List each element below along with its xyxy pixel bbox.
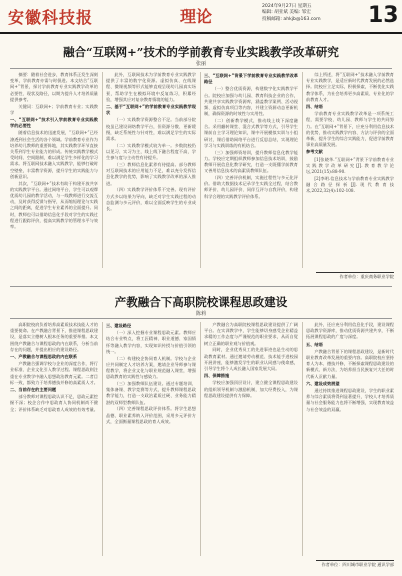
paragraph: （三）加强教师队伍建设。通过专题培训、集体备课、教学竞赛等方式，提升教师课程思政教学能力，打造一支政治素质过硬、业务能力精湛的双师型教师队伍。 [106, 381, 196, 405]
paragraph: 通过持续推进课程思政建设，学生的职业素养与综合素质将得到显著提升，学校人才培养质量与社会服务能力也将不断增强，实现教育效益与社会效益的双赢。 [306, 388, 394, 412]
article1-column-1 [10, 72, 98, 268]
paragraph: （三）教师信息化素养有待提高。部分教师对互联网技术的应用能力不足，难以充分发挥信息化教学的优势，影响了实践教学改革的深入推进。 [106, 162, 196, 186]
article1-column-4 [306, 72, 394, 268]
column-divider [302, 322, 303, 556]
article2-author: 陈莉 [195, 311, 206, 317]
article1-unit: 作者单位：重庆商务职业学院 [316, 272, 394, 282]
subheading: 四、保障措施 [204, 373, 230, 379]
column-divider [200, 322, 201, 556]
subheading: 六、建设成效展望 [306, 380, 340, 386]
paragraph: （一）实践教学资源整合不足。当前部分院校虽已建设网络教学平台，但资源分散、更新缓慢，缺乏系统性与针对性，难以满足学生的实际需求。 [106, 117, 196, 142]
paragraph: 此外，互联网技术为学前教育专业实践教学提供了丰富的数字化资源。虚拟仿真、在线课程、微课视频等形式能够直观呈现幼儿园真实场景，帮助学生在模拟环境中反复练习，积累经验，增强其应对复杂教育情境的能力。 [106, 72, 196, 102]
subheading: 二、当前存在的主要问题 [10, 387, 57, 393]
column-divider [102, 72, 103, 268]
paragraph: 学前教育专业实践教学改革是一项系统工程，需要学校、幼儿园、教师与学生的共同努力。在“互联网+”背景下，应充分利用信息技术的优势，推动实践教学内容、方法与评价的全面革新，提升学生的综合实践能力，促进学前教育事业高质量发展。 [306, 111, 394, 148]
editor-credit: 编辑: 胡亚斌 美编: 邹宏 [262, 10, 311, 16]
paragraph: （四）实践教学评价体系不完善。现有评价方式多以结果为导向，缺乏对学生实践过程的动态监测与多元评价，难以全面反映学生的专业成长。 [106, 187, 196, 212]
divider [10, 318, 392, 319]
paragraph: （二）构建校企协同育人机制。学校与企业应共同制定人才培养方案，邀请企业导师参与课程教学，将企业文化与职业规范融入课堂，增强思政教育的实践性与感染力。 [106, 355, 196, 380]
paragraph: 产教融合为高职院校课程思政建设提供了广阔平台。在实训教学中，学生能够切身感受企业精益求精的工作态度与严谨规范的职业要求，从而自觉树立正确的职业观与价值观。 [204, 322, 298, 346]
article1-title: 融合“互联网+”技术的学前教育专业实践教学改革研究 [63, 45, 339, 59]
paragraph: 产教融合强调学校与企业的深度合作，将行业标准、企业文化引入教学过程。课程思政则注重在专业教学中融入思想政治教育元素。二者目标一致，都致力于培养德技并修的高素质人才。 [10, 361, 98, 385]
subheading: 参考文献 [306, 149, 323, 155]
article1-author: 张丽 [195, 61, 206, 67]
paragraph: （二）创新教学模式，推动线上线下深度融合。采用翻转课堂、混合式教学等方式，引导学生课前自主学习理论知识，课中开展模拟实训与小组研讨，课后借助网络平台进行反思总结，实现理论学习与实践训练的有机结合。 [204, 118, 298, 148]
article2-unit: 作者单位：四川城市职业学院 通识学部 [316, 560, 394, 572]
masthead [0, 0, 402, 34]
paragraph: 综上所述，将“互联网+”技术融入学前教育专业实践教学，是适应新时代教育发展的必然选择。院校应立足实际，积极探索，不断优化实践教学体系，为社会培养更多高素质、专业化的学前教育人才。 [306, 72, 394, 102]
article2-title: 产教融合下高职院校课程思政建设 [114, 295, 288, 309]
subheading: 三、“互联网+”背景下学前教育专业实践教学改革路径 [204, 73, 298, 85]
paragraph: 学校应加强顶层设计，建立健全课程思政建设的组织领导机制与激励机制，加大经费投入，为课程思政建设提供有力保障。 [204, 380, 298, 398]
dateline [262, 4, 362, 23]
column-divider [200, 72, 201, 268]
subheading: 三、建设路径 [106, 323, 132, 328]
paragraph: （四）完善课程思政评价体系。将学生思想品德、职业素养纳入评价范围，采用多元评价方式，全面衡量课程思政的育人成效。 [106, 406, 196, 424]
paragraph: （三）加强师资培训，提升教师信息化教学能力。学校应定期组织教师参加信息技术培训，鼓励教师开展信息化教学研究，打造一支既懂学前教育又善用信息技术的高素质教师队伍。 [204, 149, 298, 174]
article2-column-4 [306, 322, 394, 556]
section-name: 理论 [180, 7, 213, 26]
divider [10, 68, 392, 69]
subheading: 四、结语 [306, 104, 323, 110]
subheading: 二、基于“互联网+”的学前教育专业实践教学现状 [106, 104, 196, 116]
paragraph: 高职院校肩负着培养高素质技术技能人才的重要使命。在产教融合背景下，推进课程思政建设，是落实立德树人根本任务的重要举措。本文围绕产教融合与课程思政的内在联系，分析当前存在的问题，并提出相应的建设路径。 [10, 322, 98, 352]
subheading: 一、“互联网+”技术引入学前教育专业实践教学的必要性 [10, 117, 98, 129]
newspaper-logo: 安徽科技报 [8, 8, 94, 27]
article2-column-1 [10, 322, 98, 556]
paragraph: 此外，还应充分利用信息化手段，建设课程思政教学资源库，推动优质资源共建共享，不断拓展课程思政的广度与深度。 [306, 322, 394, 340]
paragraph: （四）完善评价机制，实施过程性与多元化评价。借助大数据技术记录学生实践全过程，结合教师评价、幼儿园评价、同伴互评与自我评价，构建科学合理的实践教学评价体系。 [204, 175, 298, 199]
paragraph: 其次，“互联网+”技术有助于构建开放共享的实践教学平台。通过网络平台，学生可以观摩优质幼儿园的教学活动，与一线教师进行交流互动，及时获得反馈与指导，从而缩短理论与实践之间的距离，促进学生专业素养的全面提升。同时，教师也可以借助信息化手段对学生的实践过程进行跟踪评价，提高实践教学的管理水平与效率。 [10, 180, 98, 230]
paragraph: [2]李明.信息技术与学前教育专业实践教学融合路径探析[J].现代教育技术,2022,32(4):102-108. [306, 175, 394, 194]
paragraph: [1]张晓华.“互联网+”背景下学前教育专业实践教学改革研究[J].教育教学论坛,2021(15):88-90. [306, 156, 394, 175]
paragraph: 产教融合背景下的课程思政建设，是新时代职业教育改革发展的重要内容。高职院校应坚持育人为本、德技并修，不断探索课程思政建设的新模式、新方法，为培养担当民族复兴大任的时代新人贡献力量。 [306, 348, 394, 379]
paragraph: （一）深入挖掘专业课程思政元素。教师应结合专业特点，将工匠精神、职业道德、家国情怀等融入教学内容，实现知识传授与价值引领的统一。 [106, 330, 196, 354]
article1-column-3 [204, 72, 298, 268]
paragraph: 同时，企业优秀员工的先进事迹也是生动的思政教育素材。通过邀请劳动模范、技术能手进校园开展讲座，能够激发学生的职业认同感与使命感，引导学生将个人成长融入国家发展大局。 [204, 347, 298, 372]
article2-column-2 [106, 322, 196, 556]
date: 2024年9月27日 星期五 [262, 4, 312, 9]
contact-email: 投稿邮箱: ahkjb@163.com [262, 16, 321, 22]
subheading: 五、结语 [306, 341, 323, 347]
column-divider [302, 72, 303, 268]
article1-column-2 [106, 72, 196, 268]
article2-column-3 [204, 322, 298, 556]
paragraph: 摘要：随着社会进步，教育体系正发生深刻变革，学前教育亦需与时俱进。本文结合“互联网+”背景，探讨学前教育专业实践教学改革的必要性、现状及路径，以期为提升人才培养质量提供参考。 [10, 72, 98, 102]
divider [10, 286, 392, 287]
paragraph: （二）实践教学模式较为单一。多数院校仍以见习、实习为主，线上线下融合程度不高，学生参与度与主动性有待提升。 [106, 142, 196, 161]
paragraph: 部分教师对课程思政认识不足，思政元素挖掘不深；校企合作中思政育人协同机制尚不健全；评价体系缺乏对思政育人成效的有效考量。 [10, 394, 98, 412]
paragraph: （一）整合优质资源，构建数字化实践教学平台。院校应加强与幼儿园、教育科技企业的合作，共建共享实践教学资源库，涵盖教学案例、活动视频、虚拟仿真项目等内容，并建立资源动态更新机制，确保资源的时效性与实用性。 [204, 86, 298, 117]
page-number: 13 [368, 3, 399, 28]
paragraph: 随着信息技术的迅速发展，“互联网+”已经渗透到社会生活的各个领域。学前教育专业作为培养幼儿教师的重要阵地，其实践教学环节直接关系到学生专业能力的形成。传统实践教学模式受时间、空间限制，难以满足学生多样化的学习需求。将互联网技术融入实践教学，能够打破时空壁垒，丰富教学资源，提升学生的实践能力与创新意识。 [10, 130, 98, 179]
subheading: 一、产教融合与课程思政的内在联系 [10, 354, 78, 360]
paragraph: 关键词：互联网+；学前教育专业；实践教学 [10, 103, 98, 115]
column-divider [102, 322, 103, 556]
